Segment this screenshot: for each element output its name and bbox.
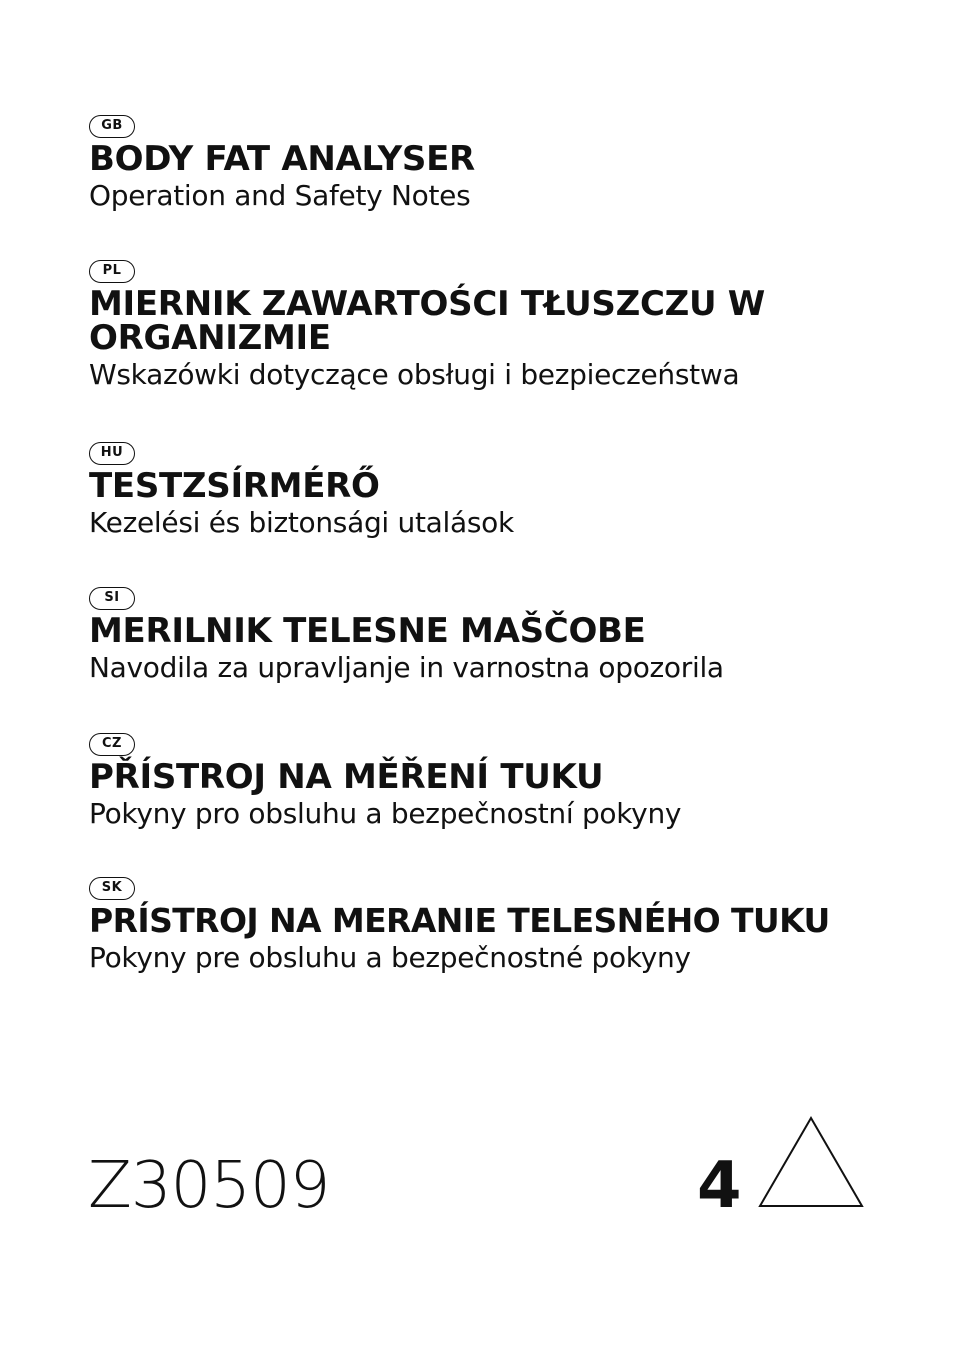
language-badge-pl: PL [89,260,135,283]
language-badge-si: SI [89,587,135,610]
section-title-pl: MIERNIK ZAWARTOŚCI TŁUSZCZU W ORGANIZMIE [89,284,765,358]
language-badge-sk: SK [89,877,135,900]
language-badge-gb: GB [89,115,135,138]
section-title-hu: TESTZSÍRMÉRŐ [89,466,380,506]
section-subtitle-si: Navodila za upravljanje in varnostna opozorila [89,651,724,684]
language-badge-hu: HU [89,442,135,465]
section-subtitle-hu: Kezelési és biztonsági utalások [89,506,514,539]
section-subtitle-sk: Pokyny pre obsluhu a bezpečnostné pokyny [89,941,691,974]
model-number: Z30509 [88,1149,330,1223]
section-subtitle-pl: Wskazówki dotyczące obsługi i bezpieczeństwa [89,358,740,391]
language-section-sk [89,876,879,974]
section-subtitle-gb: Operation and Safety Notes [89,179,471,212]
language-section-hu [89,441,879,539]
edition-number: 4 [697,1149,742,1223]
language-badge-cz: CZ [89,733,135,756]
section-title-si: MERILNIK TELESNE MAŠČOBE [89,611,646,651]
language-section-si [89,586,879,684]
section-title-gb: BODY FAT ANALYSER [89,139,475,179]
language-section-pl [89,259,879,391]
section-title-cz: PŘÍSTROJ NA MĚŘENÍ TUKU [89,757,604,797]
language-section-cz [89,732,879,830]
triangle-outline-icon [756,1114,866,1210]
section-subtitle-cz: Pokyny pro obsluhu a bezpečnostní pokyny [89,797,682,830]
section-title-sk: PRÍSTROJ NA MERANIE TELESNÉHO TUKU [89,901,830,940]
language-section-gb [89,114,879,212]
